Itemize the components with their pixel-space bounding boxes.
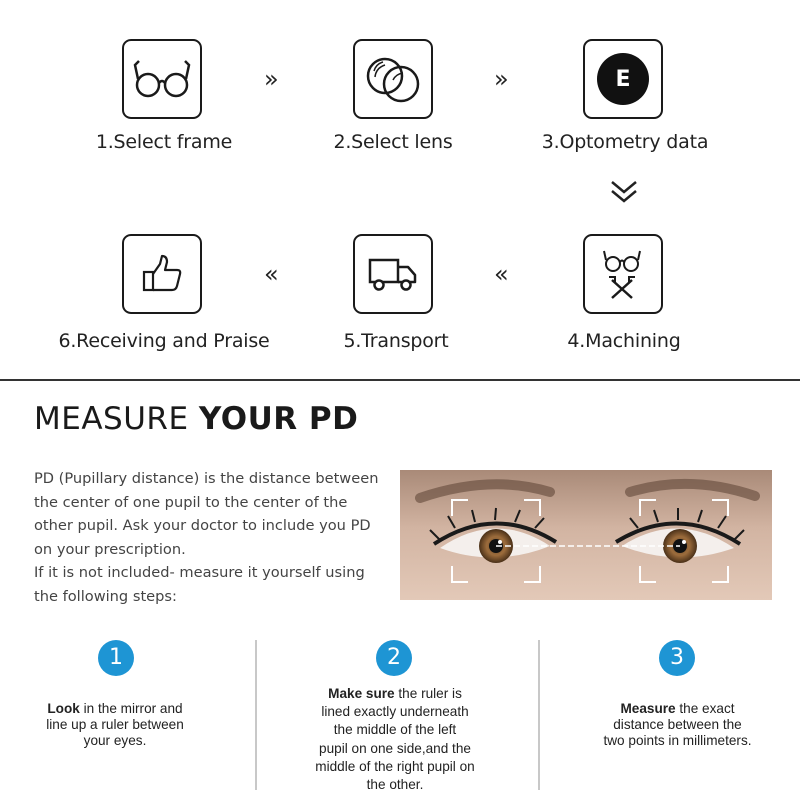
pd-step-1-text: Look in the mirror and line up a ruler between your eyes. xyxy=(46,701,184,748)
step-1-label: 1.Select frame xyxy=(95,131,233,153)
measure-pd-title: MEASURE YOUR PD xyxy=(34,401,359,437)
step-6-label: 6.Receiving and Praise xyxy=(58,330,270,352)
glasses-tools-icon xyxy=(600,246,646,302)
lenses-icon xyxy=(363,54,423,104)
e-letter: E xyxy=(615,66,631,92)
pd-step-2-text: Make sure the ruler is lined exactly underneath the middle of the left pupil on one side,and the middle of the right pupil on the other. xyxy=(315,686,475,793)
truck-icon xyxy=(367,254,419,294)
arrow-right-icon: » xyxy=(494,65,509,93)
step-5-icon-box xyxy=(353,234,433,314)
pd-intro-text: PD (Pupillary distance) is the distance between the center of one pupil to the center of the other pupil. Ask your doctor to include you PD on your prescription. If it is not included- measure it yourself using the following steps: xyxy=(34,470,379,605)
pd-step-3-text: Measure the exact distance between the two points in millimeters. xyxy=(603,701,752,748)
step-4-label: 4.Machining xyxy=(567,330,681,352)
column-divider xyxy=(538,640,540,790)
step-number-badge: 1 xyxy=(98,640,134,676)
step-number-badge: 3 xyxy=(659,640,695,676)
step-6-icon-box xyxy=(122,234,202,314)
column-divider xyxy=(255,640,257,790)
arrow-left-icon: « xyxy=(494,260,509,288)
section-divider xyxy=(0,379,800,381)
arrow-down-icon xyxy=(608,178,640,206)
eyes-photo xyxy=(400,470,772,600)
step-3-icon-box xyxy=(583,39,663,119)
arrow-left-icon: « xyxy=(264,260,279,288)
eye-chart-e-icon xyxy=(597,53,649,105)
thumbs-up-icon xyxy=(140,252,184,296)
step-number-badge: 2 xyxy=(376,640,412,676)
step-5-label: 5.Transport xyxy=(343,330,449,352)
glasses-icon xyxy=(132,57,192,101)
step-1-icon-box xyxy=(122,39,202,119)
step-4-icon-box xyxy=(583,234,663,314)
arrow-right-icon: » xyxy=(264,65,279,93)
step-2-label: 2.Select lens xyxy=(333,131,453,153)
step-3-label: 3.Optometry data xyxy=(541,131,709,153)
step-2-icon-box xyxy=(353,39,433,119)
